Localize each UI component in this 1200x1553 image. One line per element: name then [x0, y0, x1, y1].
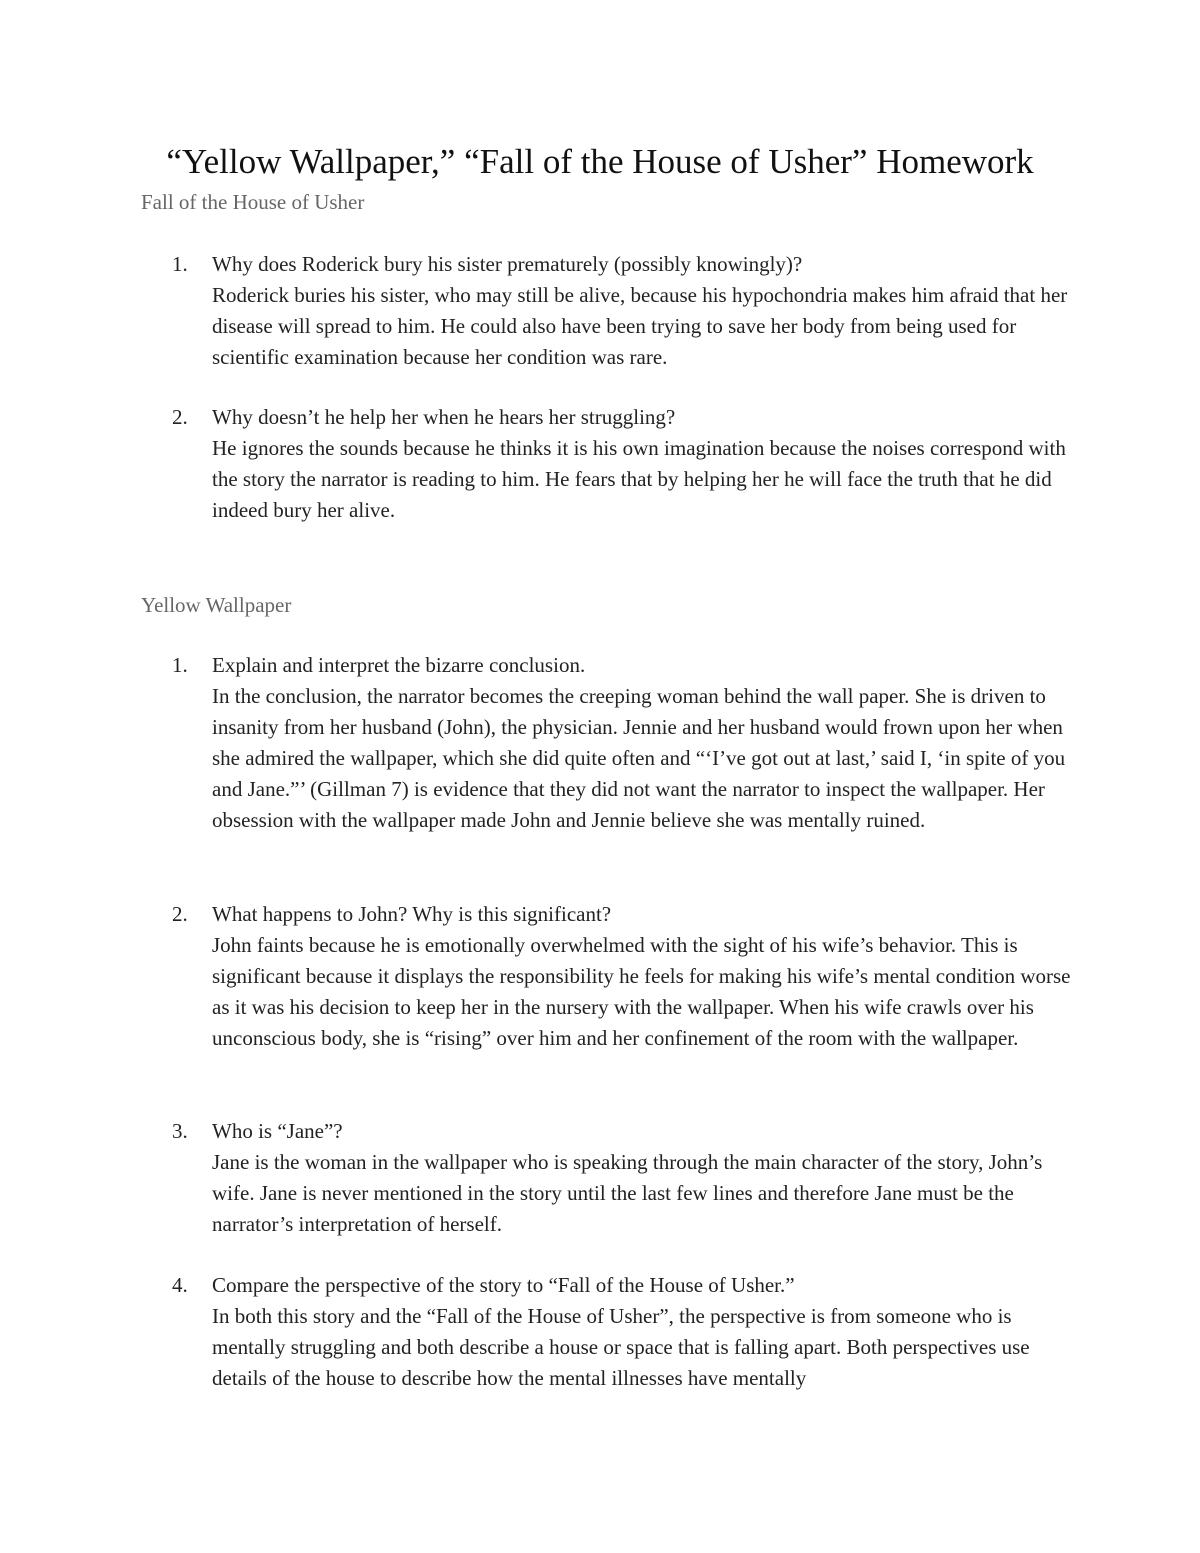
item-body [212, 1270, 1082, 1394]
item-body [212, 899, 1082, 1054]
answer-text: Jane is the woman in the wallpaper who is speaking through the main character of the story, John’s wife. Jane is never mentioned in the story until the last few lines and therefore Jane must be the narrator’s interpretation of herself. [212, 1150, 1043, 1236]
document-title: “Yellow Wallpaper,” “Fall of the House of Usher” Homework [166, 142, 1034, 181]
question-text: Why doesn’t he help her when he hears her struggling? [212, 405, 676, 429]
answer-text: John faints because he is emotionally overwhelmed with the sight of his wife’s behavior. This is significant because it displays the responsibility he feels for making his wife’s mental condition worse as it was his decision to keep her in the nursery with the wallpaper. When his wife crawls over his unconscious body, she is “rising” over him and her confinement of the room with the wallpaper. [212, 933, 1071, 1050]
item-number: 1. [172, 653, 188, 677]
question-text: Compare the perspective of the story to “Fall of the House of Usher.” [212, 1273, 795, 1297]
answer-text: In the conclusion, the narrator becomes the creeping woman behind the wall paper. She is driven to insanity from her husband (John), the physician. Jennie and her husband would frown upon her when she admired the wallpaper, which she did quite often and “‘I’ve got out at last,’ said I, ‘in spite of you and Jane.”’ (Gillman 7) is evidence that they did not want the narrator to inspect the wallpaper. Her obsession with the wallpaper made John and Jennie believe she was mentally ruined. [212, 684, 1066, 832]
section-heading-yellow-wallpaper: Yellow Wallpaper [141, 593, 292, 617]
section-heading-usher: Fall of the House of Usher [141, 190, 365, 214]
answer-text: Roderick buries his sister, who may still be alive, because his hypochondria makes him afraid that her disease will spread to him. He could also have been trying to save her body from being used for scientific examination because her condition was rare. [212, 283, 1068, 369]
item-number: 4. [172, 1273, 188, 1297]
answer-text: In both this story and the “Fall of the House of Usher”, the perspective is from someone who is mentally struggling and both describe a house or space that is falling apart. Both perspectives use details of the house to describe how the mental illnesses have mentally [212, 1304, 1030, 1390]
question-text: What happens to John? Why is this significant? [212, 902, 612, 926]
item-body [212, 249, 1082, 373]
question-text: Who is “Jane”? [212, 1119, 343, 1143]
item-number: 2. [172, 902, 188, 926]
item-body [212, 1116, 1082, 1240]
item-body [212, 650, 1082, 836]
item-number: 1. [172, 252, 188, 276]
question-text: Why does Roderick bury his sister prematurely (possibly knowingly)? [212, 252, 803, 276]
item-number: 2. [172, 405, 188, 429]
answer-text: He ignores the sounds because he thinks it is his own imagination because the noises correspond with the story the narrator is reading to him. He fears that by helping her he will face the truth that he did indeed bury her alive. [212, 436, 1066, 522]
question-text: Explain and interpret the bizarre conclusion. [212, 653, 586, 677]
item-body [212, 402, 1082, 526]
item-number: 3. [172, 1119, 188, 1143]
